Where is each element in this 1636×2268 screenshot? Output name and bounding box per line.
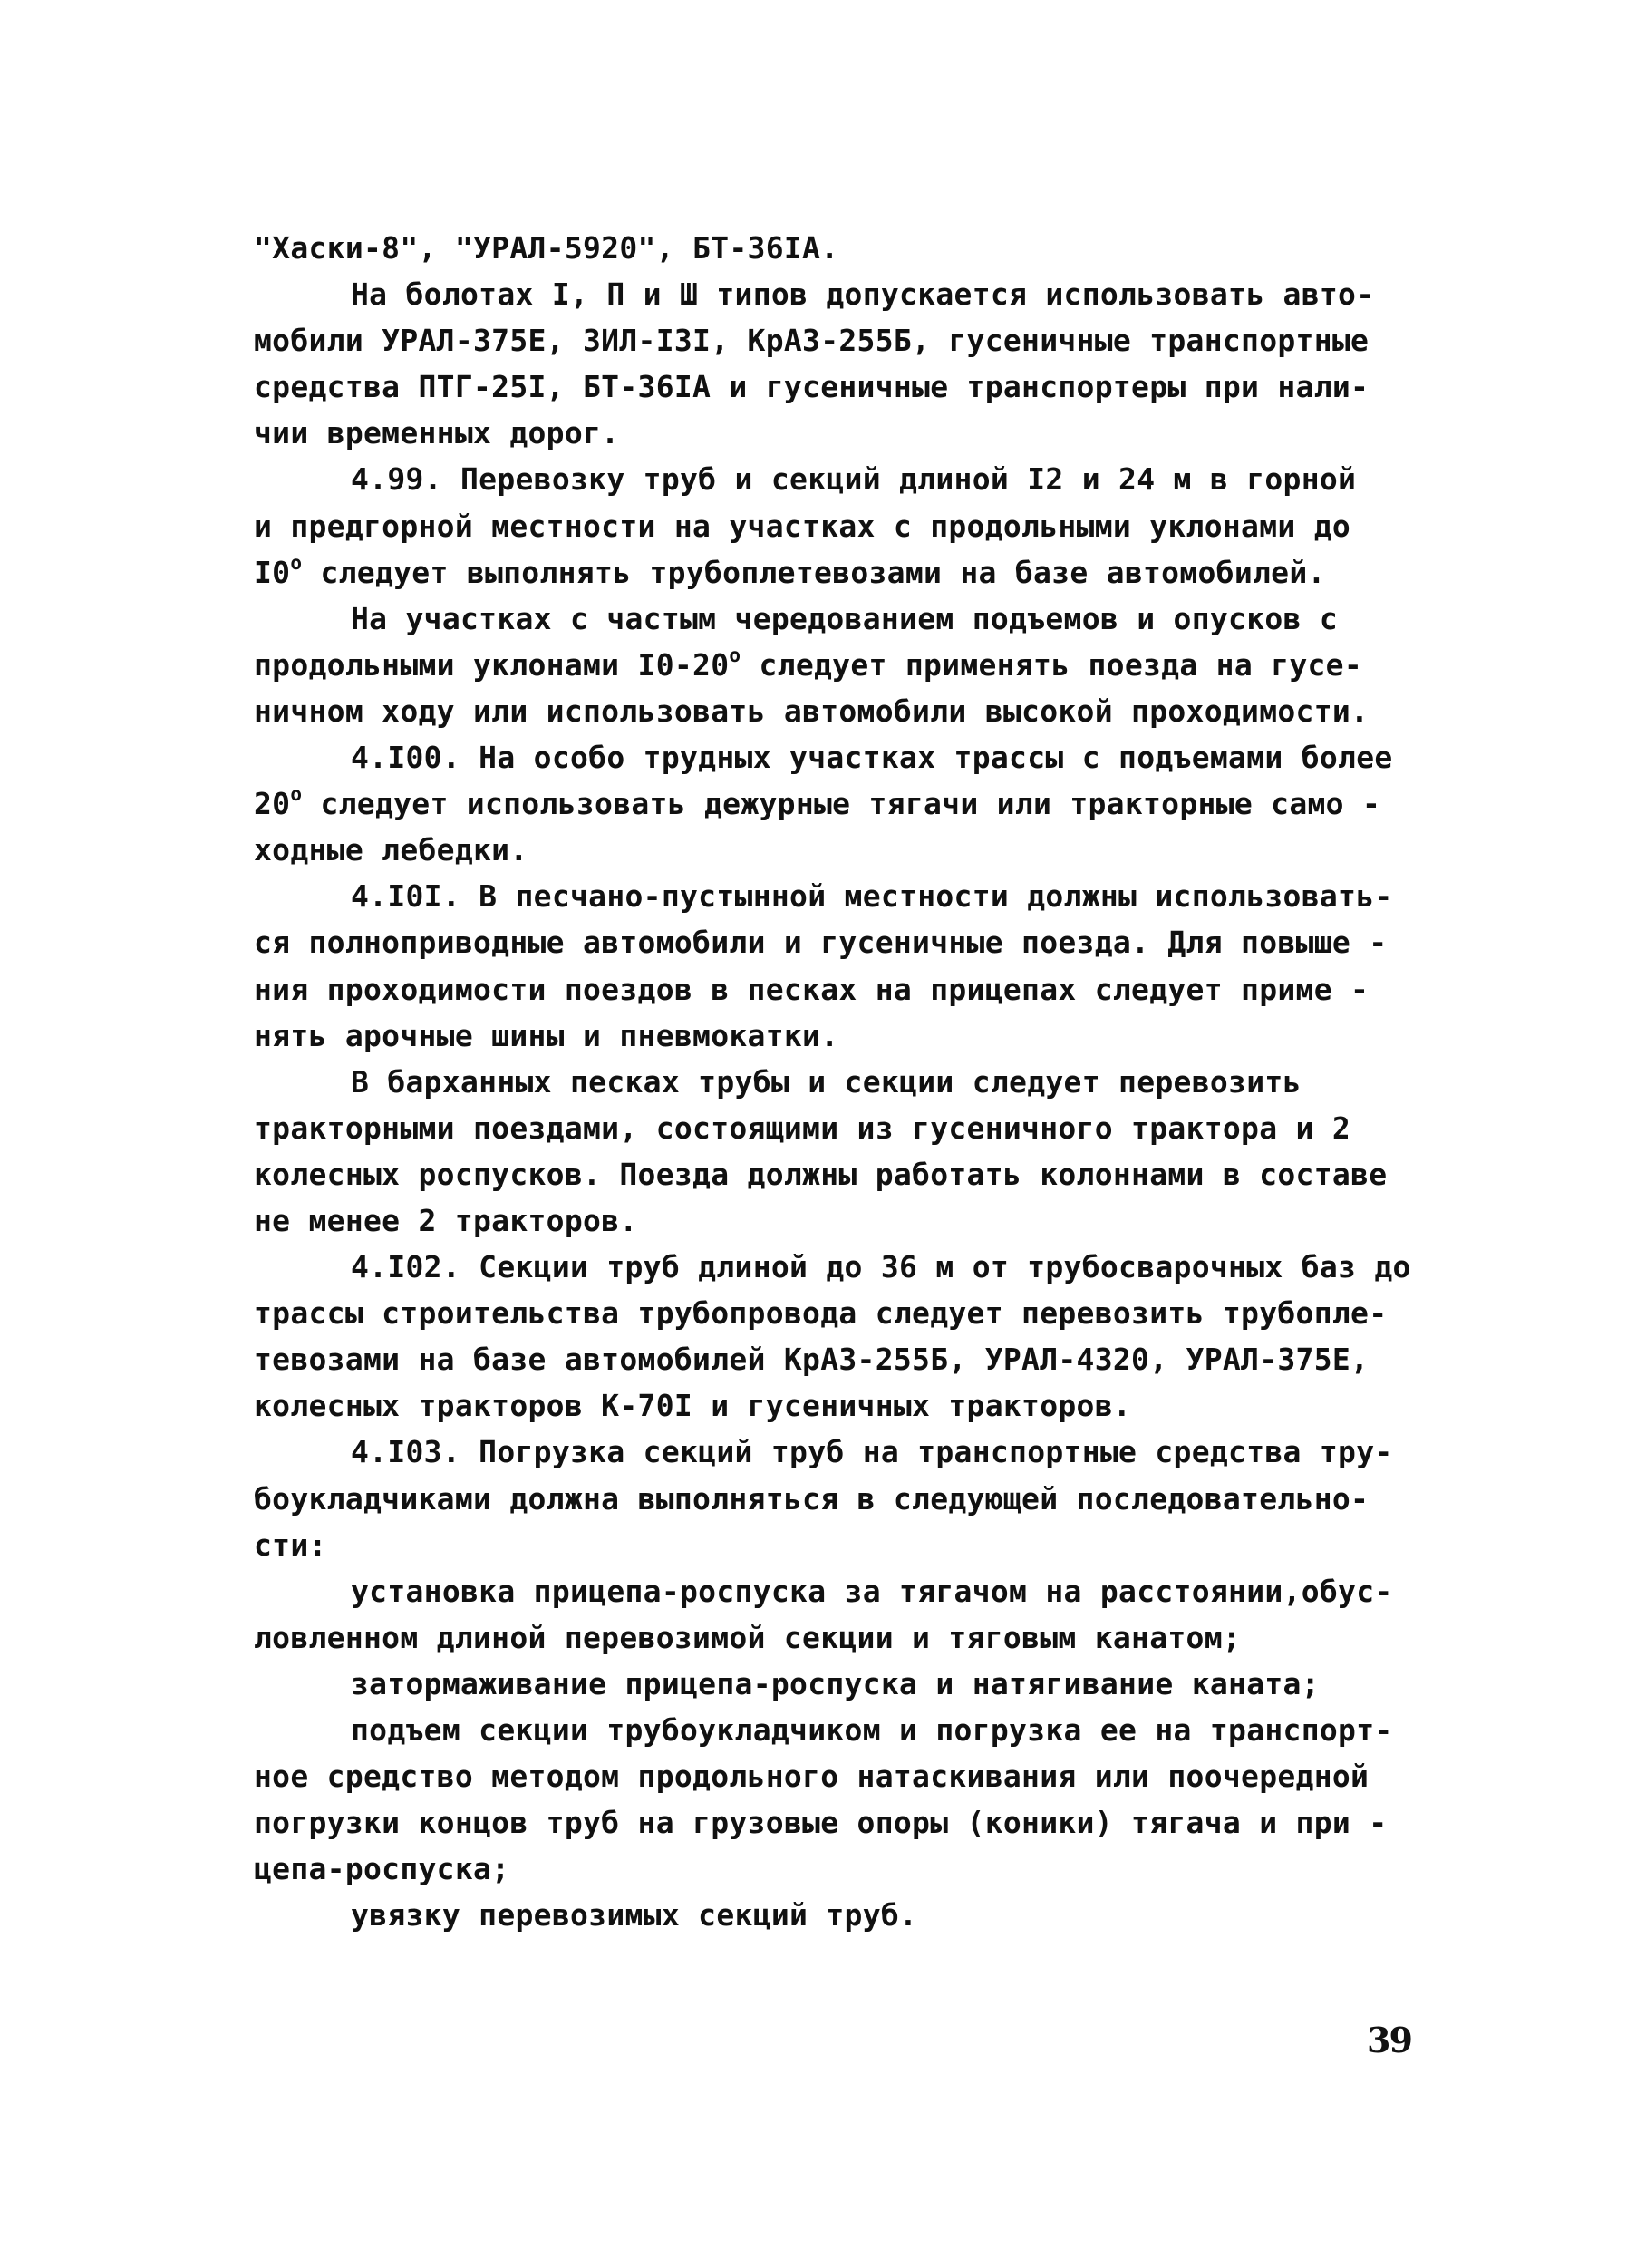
text-line-content: боукладчиками должна выполняться в следующей последовательно-: [254, 1480, 1370, 1517]
text-line: [254, 317, 1432, 363]
text-line: [254, 1846, 1432, 1892]
text-line: [254, 1476, 1432, 1522]
degree-superscript: о: [729, 644, 741, 666]
text-line-content: На болотах I, П и Ш типов допускается использовать авто-: [351, 276, 1375, 313]
text-line: [254, 642, 1432, 688]
text-line: [254, 1799, 1432, 1846]
text-line: [254, 1661, 1432, 1707]
text-line-content: и предгорной местности на участках с продольными уклонами до: [254, 508, 1351, 544]
text-line-content: чии временных дорог.: [254, 415, 620, 451]
text-line-content: ся полноприводные автомобили и гусеничные поезда. Для повыше -: [254, 925, 1388, 961]
text-line: [254, 1151, 1432, 1197]
text-line: [254, 1013, 1432, 1059]
text-line-content: затормаживание прицепа-роспуска и натягивание каната;: [351, 1665, 1320, 1701]
text-line-content: ходные лебедки.: [254, 832, 528, 868]
text-line-content: тевозами на базе автомобилей КрАЗ-255Б, УРАЛ-4320, УРАЛ-375Е,: [254, 1342, 1370, 1378]
text-line-content: "Хаски-8", "УРАЛ-5920", БТ-36IА.: [254, 230, 839, 266]
text-line: [254, 503, 1432, 549]
text-line: [254, 919, 1432, 965]
degree-superscript: о: [290, 783, 303, 806]
page-number: 39: [1367, 2020, 1411, 2060]
text-line: [254, 1614, 1432, 1661]
text-line: [254, 827, 1432, 873]
text-line-content: I0: [254, 554, 291, 590]
text-line: [254, 1336, 1432, 1382]
text-line-continuation: следует применять поезда на гусе-: [741, 646, 1363, 683]
text-line: [254, 363, 1432, 410]
text-line: [254, 1105, 1432, 1151]
text-line-content: сти:: [254, 1527, 327, 1563]
text-line-content: 20: [254, 786, 291, 822]
text-line-content: мобили УРАЛ-375Е, ЗИЛ-I3I, КрАЗ-255Б, гусеничные транспортные: [254, 323, 1370, 359]
text-line: [254, 456, 1432, 502]
text-line-content: 4.I0I. В песчано-пустынной местности должны использовать-: [351, 878, 1393, 915]
text-line: [254, 1059, 1432, 1105]
text-line-content: 4.99. Перевозку труб и секций длиной I2 и 24 м в горной: [351, 461, 1357, 498]
text-line-content: установка прицепа-роспуска за тягачом на расстоянии,обус-: [351, 1573, 1393, 1609]
text-line: [254, 1892, 1432, 1938]
text-line: [254, 1429, 1432, 1475]
text-line-content: В барханных песках трубы и секции следует перевозить: [351, 1063, 1302, 1100]
text-line-content: не менее 2 тракторов.: [254, 1202, 638, 1238]
text-line: [254, 1568, 1432, 1614]
text-line-content: продольными уклонами I0-20: [254, 646, 730, 683]
text-line: [254, 1753, 1432, 1799]
text-line-continuation: следует использовать дежурные тягачи или тракторные само -: [302, 786, 1381, 822]
text-line: [254, 549, 1432, 596]
text-line: [254, 1197, 1432, 1244]
text-line-content: средства ПТГ-25I, БТ-36IА и гусеничные транспортеры при нали-: [254, 369, 1370, 405]
text-line-content: подъем секции трубоукладчиком и погрузка ее на транспорт-: [351, 1712, 1393, 1748]
text-line: [254, 225, 1432, 271]
text-line: [254, 780, 1432, 827]
text-line: [254, 596, 1432, 642]
text-line: [254, 1707, 1432, 1753]
text-line-content: 4.I00. На особо трудных участках трассы с подъемами более: [351, 740, 1393, 776]
text-line: [254, 734, 1432, 780]
text-line-content: ловленном длиной перевозимой секции и тяговым канатом;: [254, 1619, 1242, 1655]
text-line-content: тракторными поездами, состоящими из гусеничного трактора и 2: [254, 1110, 1351, 1146]
text-line-content: 4.I03. Погрузка секций труб на транспортные средства тру-: [351, 1434, 1393, 1470]
text-line-content: колесных роспусков. Поезда должны работать колоннами в составе: [254, 1156, 1388, 1192]
degree-superscript: о: [290, 551, 303, 574]
text-line-content: увязку перевозимых секций труб.: [351, 1897, 918, 1934]
body-text: [254, 225, 1432, 1938]
text-line: [254, 1290, 1432, 1336]
text-line-continuation: следует выполнять трубоплетевозами на базе автомобилей.: [302, 554, 1326, 590]
text-line: [254, 1382, 1432, 1429]
text-line-content: ничном ходу или использовать автомобили высокой проходимости.: [254, 693, 1370, 729]
text-line-content: нять арочные шины и пневмокатки.: [254, 1017, 839, 1053]
text-line-content: колесных тракторов К-70I и гусеничных тракторов.: [254, 1388, 1132, 1424]
text-line: [254, 873, 1432, 919]
text-line: [254, 1522, 1432, 1568]
text-line-content: На участках с частым чередованием подъемов и опусков с: [351, 600, 1339, 636]
text-line-content: ное средство методом продольного натаскивания или поочередной: [254, 1759, 1370, 1795]
text-line: [254, 1244, 1432, 1290]
text-line-content: 4.I02. Секции труб длиной до 36 м от трубосварочных баз до: [351, 1249, 1411, 1285]
text-line-content: погрузки концов труб на грузовые опоры (коники) тягача и при -: [254, 1805, 1388, 1841]
text-line-content: ния проходимости поездов в песках на прицепах следует приме -: [254, 971, 1370, 1007]
text-line: [254, 966, 1432, 1013]
text-line-content: цепа-роспуска;: [254, 1851, 510, 1887]
text-line: [254, 271, 1432, 317]
text-line: [254, 688, 1432, 734]
text-line-content: трассы строительства трубопровода следует перевозить трубопле-: [254, 1295, 1388, 1332]
text-line: [254, 410, 1432, 456]
